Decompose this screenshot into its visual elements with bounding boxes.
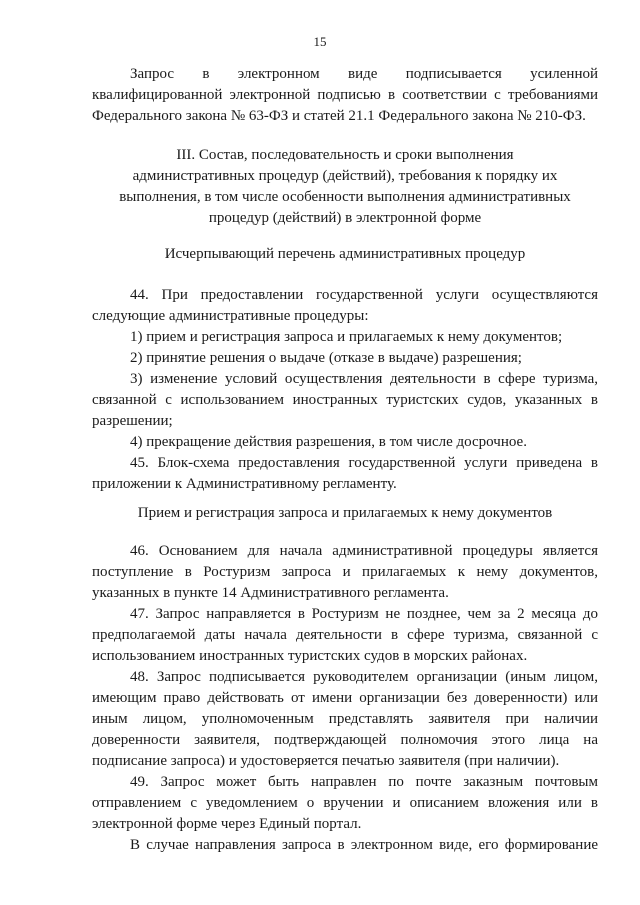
text-line: поступление в Ростуризм запроса и прилагаемых к нему документов, <box>92 564 598 580</box>
text-line: отправлением с уведомлением о вручении и описанием вложения или в <box>92 795 598 811</box>
reception-registration-block <box>92 541 598 856</box>
text-line: иным лицом, уполномоченным представлять заявителя при наличии <box>92 711 598 727</box>
text-line: следующие административные процедуры: <box>92 308 369 324</box>
text-line: использованием иностранных туристских судов в морских районах. <box>92 648 528 664</box>
heading-line: III. Состав, последовательность и сроки выполнения <box>176 147 514 163</box>
text-line: 49. Запрос может быть направлен по почте заказным почтовым <box>130 774 598 790</box>
text-line: разрешении; <box>92 413 173 429</box>
text-line: 46. Основанием для начала административной процедуры является <box>130 543 598 559</box>
text-line: доверенности заявителя, подтверждающей полномочия этого лица на <box>92 732 598 748</box>
text-line: Запрос в электронном виде подписывается усиленной <box>130 66 598 82</box>
heading-line: административных процедур (действий), требования к порядку их <box>132 168 558 184</box>
section-heading <box>92 145 598 229</box>
text-line: указанных в пункте 14 Административного регламента. <box>92 585 449 601</box>
intro-paragraph <box>92 64 598 127</box>
text-line: В случае направления запроса в электронном виде, его формирование <box>130 837 598 853</box>
heading-line: процедур (действий) в электронной форме <box>208 210 482 226</box>
subheading-text: Исчерпывающий перечень административных процедур <box>164 246 526 262</box>
subheading-procedures-list <box>92 244 598 265</box>
text-line: имеющим право действовать от имени организации без доверенности) или <box>92 690 598 706</box>
text-line: 47. Запрос направляется в Ростуризм не позднее, чем за 2 месяца до <box>130 606 598 622</box>
heading-line: выполнения, в том числе особенности выполнения административных <box>119 189 571 205</box>
text-line: подписание запроса) и удостоверяется печатью заявителя (при наличии). <box>92 753 560 769</box>
text-line: 48. Запрос подписывается руководителем организации (иным лицом, <box>130 669 598 685</box>
procedures-list-block <box>92 285 598 495</box>
text-line: 4) прекращение действия разрешения, в том числе досрочное. <box>130 434 527 450</box>
text-line: 2) принятие решения о выдаче (отказе в выдаче) разрешения; <box>130 350 522 366</box>
subheading-text: Прием и регистрация запроса и прилагаемых к нему документов <box>137 505 553 521</box>
text-line: связанной с использованием иностранных туристских судов, указанных в <box>92 392 598 408</box>
text-line: Федерального закона № 63-ФЗ и статей 21.1 Федерального закона № 210-ФЗ. <box>92 108 586 124</box>
text-line: 45. Блок-схема предоставления государственной услуги приведена в <box>130 455 598 471</box>
page-number: 15 <box>313 34 327 49</box>
text-line: 1) прием и регистрация запроса и прилагаемых к нему документов; <box>130 329 563 345</box>
text-line: 3) изменение условий осуществления деятельности в сфере туризма, <box>130 371 598 387</box>
text-line: предполагаемой даты начала деятельности в сфере туризма, связанной с <box>92 627 598 643</box>
text-line: приложении к Административному регламенту. <box>92 476 397 492</box>
text-line: 44. При предоставлении государственной услуги осуществляются <box>130 287 598 303</box>
text-line: электронной форме через Единый портал. <box>92 816 362 832</box>
subheading-reception-registration <box>92 503 598 524</box>
text-line: квалифицированной электронной подписью в соответствии с требованиями <box>92 87 598 103</box>
